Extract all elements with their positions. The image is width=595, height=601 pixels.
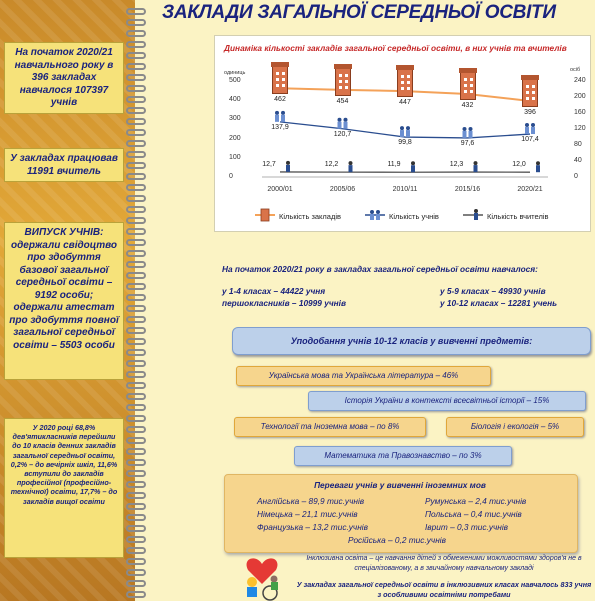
left-axis-unit: одиниць	[224, 70, 246, 76]
window-mark	[276, 84, 279, 87]
window-mark	[532, 85, 535, 88]
window-mark	[526, 91, 529, 94]
x-axis-tick: 2000/01	[267, 186, 293, 193]
pref-biology: Біологія і екологія – 5%	[446, 417, 584, 437]
window-mark	[526, 97, 529, 100]
window-mark	[339, 80, 342, 83]
pupil-marker	[525, 123, 535, 134]
school-building-marker	[397, 69, 413, 97]
lang-polish: Польська – 0,4 тис.учнів	[425, 509, 522, 519]
schools-data-label: 432	[461, 102, 474, 110]
inclusion-definition: Інклюзивна освіта – це навчання дітей з обмеженими можливостями здоров'я не в спеціалізованому, а в звичайному навчальному закладі	[306, 555, 582, 572]
teacher-marker	[349, 161, 353, 172]
school-building-marker	[522, 79, 538, 107]
window-mark	[401, 75, 404, 78]
transition-card-text: У 2020 році 68,8% дев'ятикласників перейшли до 10 класів денних закладів загальної середньої освіти, 0,2% – до вечірніх шкіл, 11,6% вступили до закладів професійної (професійно-технічної) освіти, 17,7% – до закладів вищої освіти	[10, 423, 118, 506]
pupils-card-text: На початок 2020/21 навчального року в 396 закладах навчалося 107397 учнів	[14, 47, 114, 108]
window-mark	[276, 78, 279, 81]
summary-grades-10-12: у 10-12 класах – 12281 учень	[440, 298, 558, 308]
teachers-data-label: 12,7	[262, 160, 276, 168]
right-axis-tick: 240	[574, 77, 586, 84]
right-axis-tick: 120	[574, 125, 586, 132]
right-axis-unit: осіб	[570, 67, 581, 73]
legend-pupils-label: Кількість учнів	[389, 212, 439, 221]
left-axis-tick: 500	[229, 77, 241, 84]
inclusion-stat: У закладах загальної середньої освіти в інклюзивних класах навчалось 833 учня з особливими освітніми потребами	[296, 580, 592, 599]
pupils-data-label: 107,4	[521, 136, 539, 144]
preferences-title: Уподобання учнів 10-12 класів у вивченні предметів:	[232, 327, 591, 355]
legend-schools-icon	[255, 208, 275, 222]
teachers-card-text: У закладах працював 11991 вчитель	[10, 153, 118, 177]
x-axis-tick: 2015/16	[454, 186, 481, 193]
window-mark	[339, 86, 342, 89]
teachers-data-label: 12,2	[324, 161, 339, 169]
right-axis-tick: 80	[574, 141, 582, 148]
graduates-card-text: ВИПУСК УЧНІВ: одержали свідоцтво про здобуття базової загальної середньої освіти – 9192 особи; одержали атестат про здобуття повної загальної середньої освіти – 5503 особи	[9, 227, 119, 351]
lang-english: Англійська – 89,9 тис.учнів	[257, 496, 365, 506]
pupils-data-label: 97,6	[460, 139, 475, 147]
school-building-marker	[272, 66, 288, 94]
school-building-marker	[335, 68, 351, 96]
pref-ukrainian: Українська мова та Українська література – 46%	[236, 366, 491, 386]
teacher-marker	[411, 161, 415, 172]
teacher-marker	[474, 161, 478, 172]
pref-technology-languages: Технології та Іноземна мова – по 8%	[234, 417, 426, 437]
legend-schools-label: Кількість закладів	[279, 212, 341, 221]
window-mark	[532, 97, 535, 100]
legend-teachers-label: Кількість вчителів	[487, 212, 549, 221]
lang-romanian: Румунська – 2,4 тис.учнів	[425, 496, 527, 506]
window-mark	[345, 80, 348, 83]
window-mark	[339, 74, 342, 77]
pupil-marker	[463, 127, 473, 138]
window-mark	[345, 86, 348, 89]
schools-data-label: 447	[399, 99, 411, 107]
right-axis-tick: 0	[574, 173, 578, 180]
schools-data-label: 462	[274, 96, 286, 104]
left-axis-tick: 300	[229, 115, 241, 123]
window-mark	[407, 81, 410, 84]
teachers-data-label: 12,0	[512, 161, 526, 169]
left-axis-tick: 0	[229, 173, 233, 180]
window-mark	[470, 84, 473, 87]
pupil-marker	[400, 126, 410, 137]
x-axis-tick: 2020/21	[517, 186, 543, 193]
window-mark	[464, 90, 467, 93]
pref-math-law: Математика та Правознавство – по 3%	[294, 446, 512, 466]
inclusion-illustration-icon	[232, 546, 292, 601]
summary-grades-1-4: у 1-4 класах – 44422 учня	[222, 286, 326, 296]
teachers-data-label: 12,3	[449, 161, 464, 169]
chart-title: Динаміка кількості закладів загальної середньої освіти, в них учнів та вчителів	[224, 43, 567, 53]
pupils-data-label: 120,7	[333, 130, 352, 138]
x-axis-tick: 2005/06	[329, 186, 356, 193]
page-title: ЗАКЛАДИ ЗАГАЛЬНОЇ СЕРЕДНЬОЇ ОСВІТИ	[162, 2, 556, 23]
window-mark	[470, 78, 473, 81]
teacher-marker	[286, 161, 290, 172]
lang-german: Німецька – 21,1 тис.учнів	[257, 509, 358, 519]
summary-grades-5-9: у 5-9 класах – 49930 учнів	[440, 286, 546, 296]
window-mark	[464, 84, 467, 87]
window-mark	[282, 84, 285, 87]
window-mark	[464, 78, 467, 81]
schools-data-label: 396	[524, 108, 536, 116]
lang-french: Французька – 13,2 тис.учнів	[257, 522, 368, 532]
window-mark	[526, 85, 529, 88]
window-mark	[282, 78, 285, 81]
languages-title: Переваги учнів у вивченні іноземних мов	[314, 480, 486, 490]
summary-title: На початок 2020/21 року в закладах загальної середньої освіти навчалося:	[222, 264, 538, 274]
right-axis-tick: 160	[574, 109, 586, 116]
pupils-data-label: 99,8	[398, 139, 412, 147]
pref-history: Історія України в контексті всесвітньої історії – 15%	[308, 391, 586, 411]
pupils-data-label: 137,9	[271, 123, 289, 131]
window-mark	[276, 72, 279, 75]
left-axis-tick: 200	[229, 134, 241, 142]
window-mark	[407, 75, 410, 78]
x-axis-tick: 2010/11	[392, 186, 418, 193]
summary-first-graders: першокласників – 10999 учнів	[222, 298, 346, 308]
window-mark	[401, 81, 404, 84]
teachers-data-label: 11,9	[387, 161, 401, 169]
window-mark	[470, 90, 473, 93]
schools-data-label: 454	[336, 97, 349, 105]
lang-russian: Російська – 0,2 тис.учнів	[348, 535, 446, 545]
lang-hebrew: Іврит – 0,3 тис.учнів	[425, 522, 509, 532]
series-line-1	[280, 122, 530, 138]
teacher-marker	[536, 161, 540, 172]
left-axis-tick: 100	[229, 153, 241, 161]
right-axis-tick: 200	[574, 93, 586, 100]
pupil-marker	[338, 118, 348, 129]
pupil-marker	[275, 111, 285, 122]
window-mark	[407, 87, 410, 90]
school-building-marker	[460, 72, 476, 100]
legend-teachers-icon	[463, 208, 483, 222]
right-axis-tick: 40	[574, 157, 582, 164]
left-axis-tick: 400	[229, 96, 241, 104]
window-mark	[345, 74, 348, 77]
legend-pupils-icon	[365, 208, 385, 222]
window-mark	[282, 72, 285, 75]
window-mark	[532, 91, 535, 94]
window-mark	[401, 87, 404, 90]
